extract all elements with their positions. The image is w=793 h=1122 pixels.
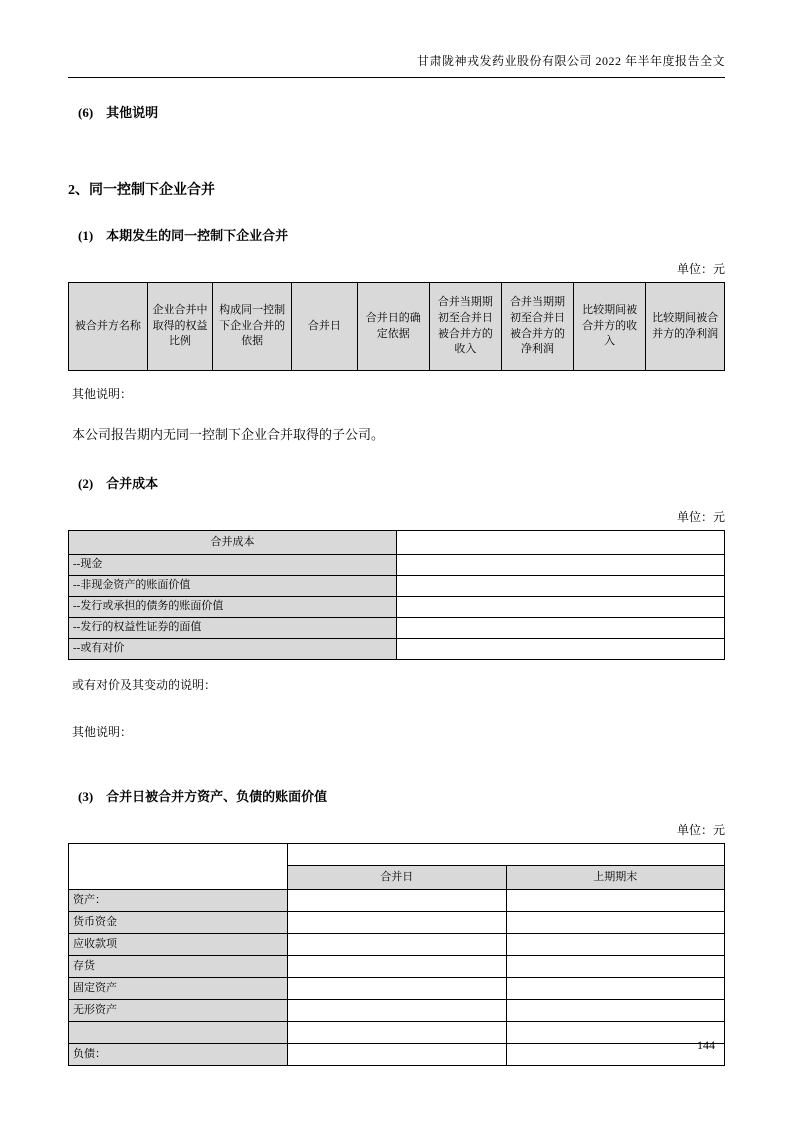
cost-value-cell-empty [397,639,725,660]
book-value-cell-empty [506,890,724,912]
book-value-cell-empty [506,934,724,956]
table-row [69,978,725,1000]
book-value-cell-empty [288,934,506,956]
cost-value-cell-empty [397,576,725,597]
book-value-row-label: 无形资产 [69,1000,288,1022]
table-row [69,934,725,956]
report-title: 甘肃陇神戎发药业股份有限公司 2022 年半年度报告全文 [416,54,725,68]
page-number: 144 [697,1038,715,1052]
table-row [69,555,725,576]
table-row [69,912,725,934]
book-value-cell-empty [506,1044,724,1066]
book-value-cell-empty [506,1022,724,1044]
heading-subsection-2: (2) 合并成本 [78,476,159,491]
merger-header-cell: 比较期间被合并方的净利润 [646,283,725,371]
cost-table [68,530,725,660]
cost-row-label: --非现金资产的账面价值 [69,576,397,597]
cost-row-label: --现金 [69,555,397,576]
report-header [68,52,725,78]
table-row [69,576,725,597]
book-value-top-cell-empty [288,844,725,866]
table-row [69,1044,725,1066]
book-value-cell-empty [288,890,506,912]
book-value-col-header: 合并日 [288,866,506,890]
unit-label-2: 单位：元 [676,510,725,524]
cost-value-cell-empty [397,555,725,576]
book-value-cell-empty [288,956,506,978]
table-row [69,597,725,618]
table-row [69,956,725,978]
heading-other-notes-6: (6) 其他说明 [78,105,159,120]
merger-header-cell: 比较期间被合并方的收入 [574,283,646,371]
book-value-row-label: 负债： [69,1044,288,1066]
book-value-cell-empty [506,912,724,934]
heading-subsection-3: (3) 合并日被合并方资产、负债的账面价值 [78,789,328,804]
table-row [69,639,725,660]
cost-value-cell-empty [397,531,725,555]
book-value-row-label: 固定资产 [69,978,288,1000]
contingent-consideration-note-label: 或有对价及其变动的说明： [72,678,217,692]
table-row [69,1000,725,1022]
table-row [69,1022,725,1044]
book-value-row-label: 存货 [69,956,288,978]
book-value-row-label [69,1022,288,1044]
heading-subsection-1: (1) 本期发生的同一控制下企业合并 [78,228,289,243]
table-row [69,844,725,866]
table-row [69,890,725,912]
book-value-cell-empty [288,1000,506,1022]
book-value-row-label: 应收款项 [69,934,288,956]
merger-header-cell: 被合并方名称 [69,283,148,371]
other-notes-label-2: 其他说明： [72,725,133,739]
other-notes-label-1: 其他说明： [72,387,133,401]
cost-row-label: --或有对价 [69,639,397,660]
heading-section-2: 2、同一控制下企业合并 [68,183,215,198]
merger-header-cell: 合并当期期初至合并日被合并方的收入 [429,283,501,371]
book-value-cell-empty [506,1000,724,1022]
book-value-row-label: 货币资金 [69,912,288,934]
no-merger-statement: 本公司报告期内无同一控制下企业合并取得的子公司。 [72,427,385,442]
merger-header-cell: 构成同一控制下企业合并的依据 [213,283,292,371]
cost-value-cell-empty [397,597,725,618]
unit-label-3: 单位：元 [676,823,725,837]
book-value-corner-cell-empty [69,844,288,890]
cost-row-label: --发行的权益性证券的面值 [69,618,397,639]
merger-header-cell: 合并日 [292,283,358,371]
unit-label-1: 单位：元 [676,262,725,276]
book-value-table [68,843,725,1066]
cost-value-cell-empty [397,618,725,639]
book-value-col-header: 上期期末 [506,866,724,890]
table-row [69,618,725,639]
cost-row-label: --发行或承担的债务的账面价值 [69,597,397,618]
merger-header-cell: 合并日的确定依据 [357,283,429,371]
cost-table-header-cell: 合并成本 [69,531,397,555]
book-value-cell-empty [288,912,506,934]
merger-header-cell: 合并当期期初至合并日被合并方的净利润 [501,283,573,371]
merger-table [68,282,725,371]
book-value-row-label: 资产： [69,890,288,912]
book-value-cell-empty [506,956,724,978]
book-value-cell-empty [288,978,506,1000]
book-value-cell-empty [288,1022,506,1044]
book-value-cell-empty [506,978,724,1000]
book-value-cell-empty [288,1044,506,1066]
merger-header-cell: 企业合并中取得的权益比例 [147,283,213,371]
merger-table-header-row [69,283,725,371]
table-row [69,531,725,555]
